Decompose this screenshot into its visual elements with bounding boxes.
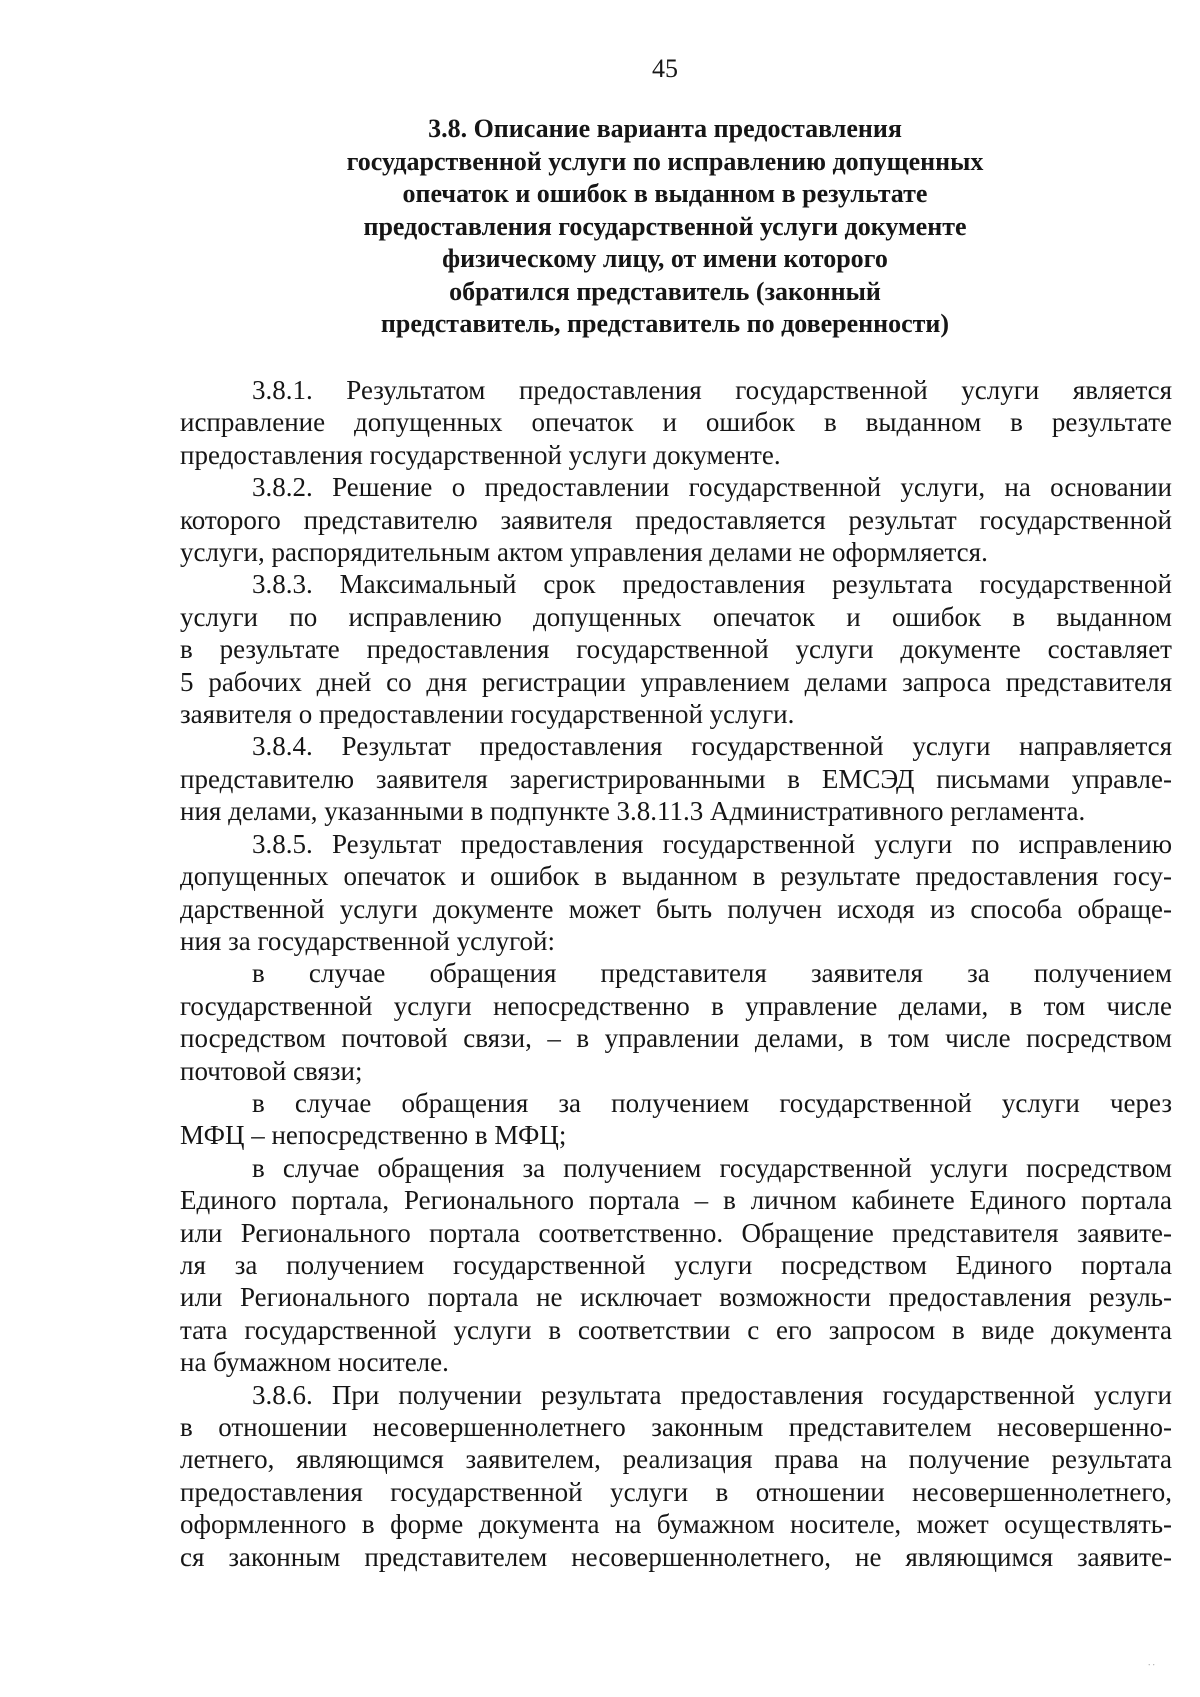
text-line: в случае обращения за получением государственной услуги через [252, 1087, 1172, 1118]
paragraph-3-8-5 [180, 828, 1172, 958]
text-line: 3.8.1. Результатом предоставления государственной услуги является [252, 375, 1172, 405]
text-line: представителю заявителя зарегистрированными в ЕМСЭД письмами управле- [180, 763, 1172, 794]
text-line: услуги, распорядительным актом управления делами не оформляется. [180, 537, 988, 568]
text-line: ния за государственной услугой: [180, 925, 555, 956]
paragraph-case-mfc [180, 1087, 1172, 1152]
text-line: 3.8.5. Результат предоставления государственной услуги по исправлению [252, 828, 1172, 859]
paragraph-case-portal [180, 1152, 1172, 1379]
text-line: летнего, являющимся заявителем, реализация права на получение результата [180, 1444, 1172, 1475]
text-line: или Регионального портала соответственно. Обращение представителя заявите- [180, 1217, 1172, 1248]
document-body [180, 374, 1172, 1573]
text-line: посредством почтовой связи, – в управлении делами, в том числе посредством [180, 1023, 1172, 1054]
heading-line: предоставления государственной услуги документе [363, 211, 967, 241]
text-line: ся законным представителем несовершеннолетнего, не являющимся заявите- [180, 1541, 1172, 1572]
text-line: ля за получением государственной услуги посредством Единого портала [180, 1249, 1172, 1280]
text-line: в отношении несовершеннолетнего законным представителем несовершенно- [180, 1412, 1172, 1442]
text-line: ния делами, указанными в подпункте 3.8.11.3 Административного регламента. [180, 796, 1086, 827]
text-line: 3.8.4. Результат предоставления государственной услуги направляется [252, 731, 1172, 762]
text-line: допущенных опечаток и ошибок в выданном в результате предоставления госу- [180, 861, 1172, 892]
text-line: оформленного в форме документа на бумажном носителе, может осуществлять- [180, 1509, 1172, 1540]
heading-line: обратился представитель (законный [449, 276, 881, 306]
text-line: МФЦ – непосредственно в МФЦ; [180, 1120, 567, 1151]
text-line: государственной услуги непосредственно в управление делами, в том числе [180, 990, 1172, 1021]
text-line: Единого портала, Регионального портала – в личном кабинете Единого портала [180, 1185, 1172, 1216]
text-line: заявителя о предоставлении государственной услуги. [180, 699, 795, 730]
paragraph-3-8-4 [180, 730, 1172, 827]
text-line: тата государственной услуги в соответствии с его запросом в виде документа [180, 1314, 1172, 1345]
heading-line: государственной услуги по исправлению допущенных [346, 146, 984, 176]
text-line: почтовой связи; [180, 1055, 363, 1086]
paragraph-case-management-office [180, 957, 1172, 1087]
text-line: в случае обращения представителя заявителя за получением [252, 958, 1172, 989]
heading-line: 3.8. Описание варианта предоставления [428, 114, 902, 143]
text-line: 3.8.2. Решение о предоставлении государственной услуги, на основании [252, 472, 1172, 503]
heading-line: опечаток и ошибок в выданном в результате [402, 179, 928, 208]
section-heading [0, 113, 1200, 341]
text-line: предоставления государственной услуги в отношении несовершеннолетнего, [180, 1476, 1172, 1507]
text-line: дарственной услуги документе может быть получен исходя из способа обраще- [180, 893, 1172, 924]
text-line: предоставления государственной услуги документе. [180, 439, 781, 470]
page-number: 45 [652, 54, 678, 83]
text-line: или Регионального портала не исключает возможности предоставления резуль- [180, 1282, 1172, 1313]
text-line: на бумажном носителе. [180, 1347, 449, 1378]
paragraph-3-8-2 [180, 471, 1172, 568]
text-line: 3.8.3. Максимальный срок предоставления результата государственной [252, 569, 1172, 600]
text-line: которого представителю заявителя предоставляется результат государственной [180, 504, 1172, 535]
heading-line: представитель, представитель по доверенности) [380, 309, 950, 338]
text-line: 5 рабочих дней со дня регистрации управлением делами запроса представителя [180, 666, 1172, 697]
scan-mark: ∙∙ [1148, 1660, 1157, 1671]
paragraph-3-8-3 [180, 568, 1172, 730]
text-line: 3.8.6. При получении результата предоставления государственной услуги [252, 1379, 1172, 1410]
paragraph-3-8-1 [180, 374, 1172, 471]
paragraph-3-8-6 [180, 1379, 1172, 1573]
text-line: услуги по исправлению допущенных опечаток и ошибок в выданном [180, 601, 1172, 632]
heading-line: физическому лицу, от имени которого [442, 244, 888, 273]
text-line: в результате предоставления государственной услуги документе составляет [180, 634, 1172, 665]
text-line: исправление допущенных опечаток и ошибок в выданном в результате [180, 407, 1172, 438]
text-line: в случае обращения за получением государственной услуги посредством [252, 1152, 1172, 1183]
